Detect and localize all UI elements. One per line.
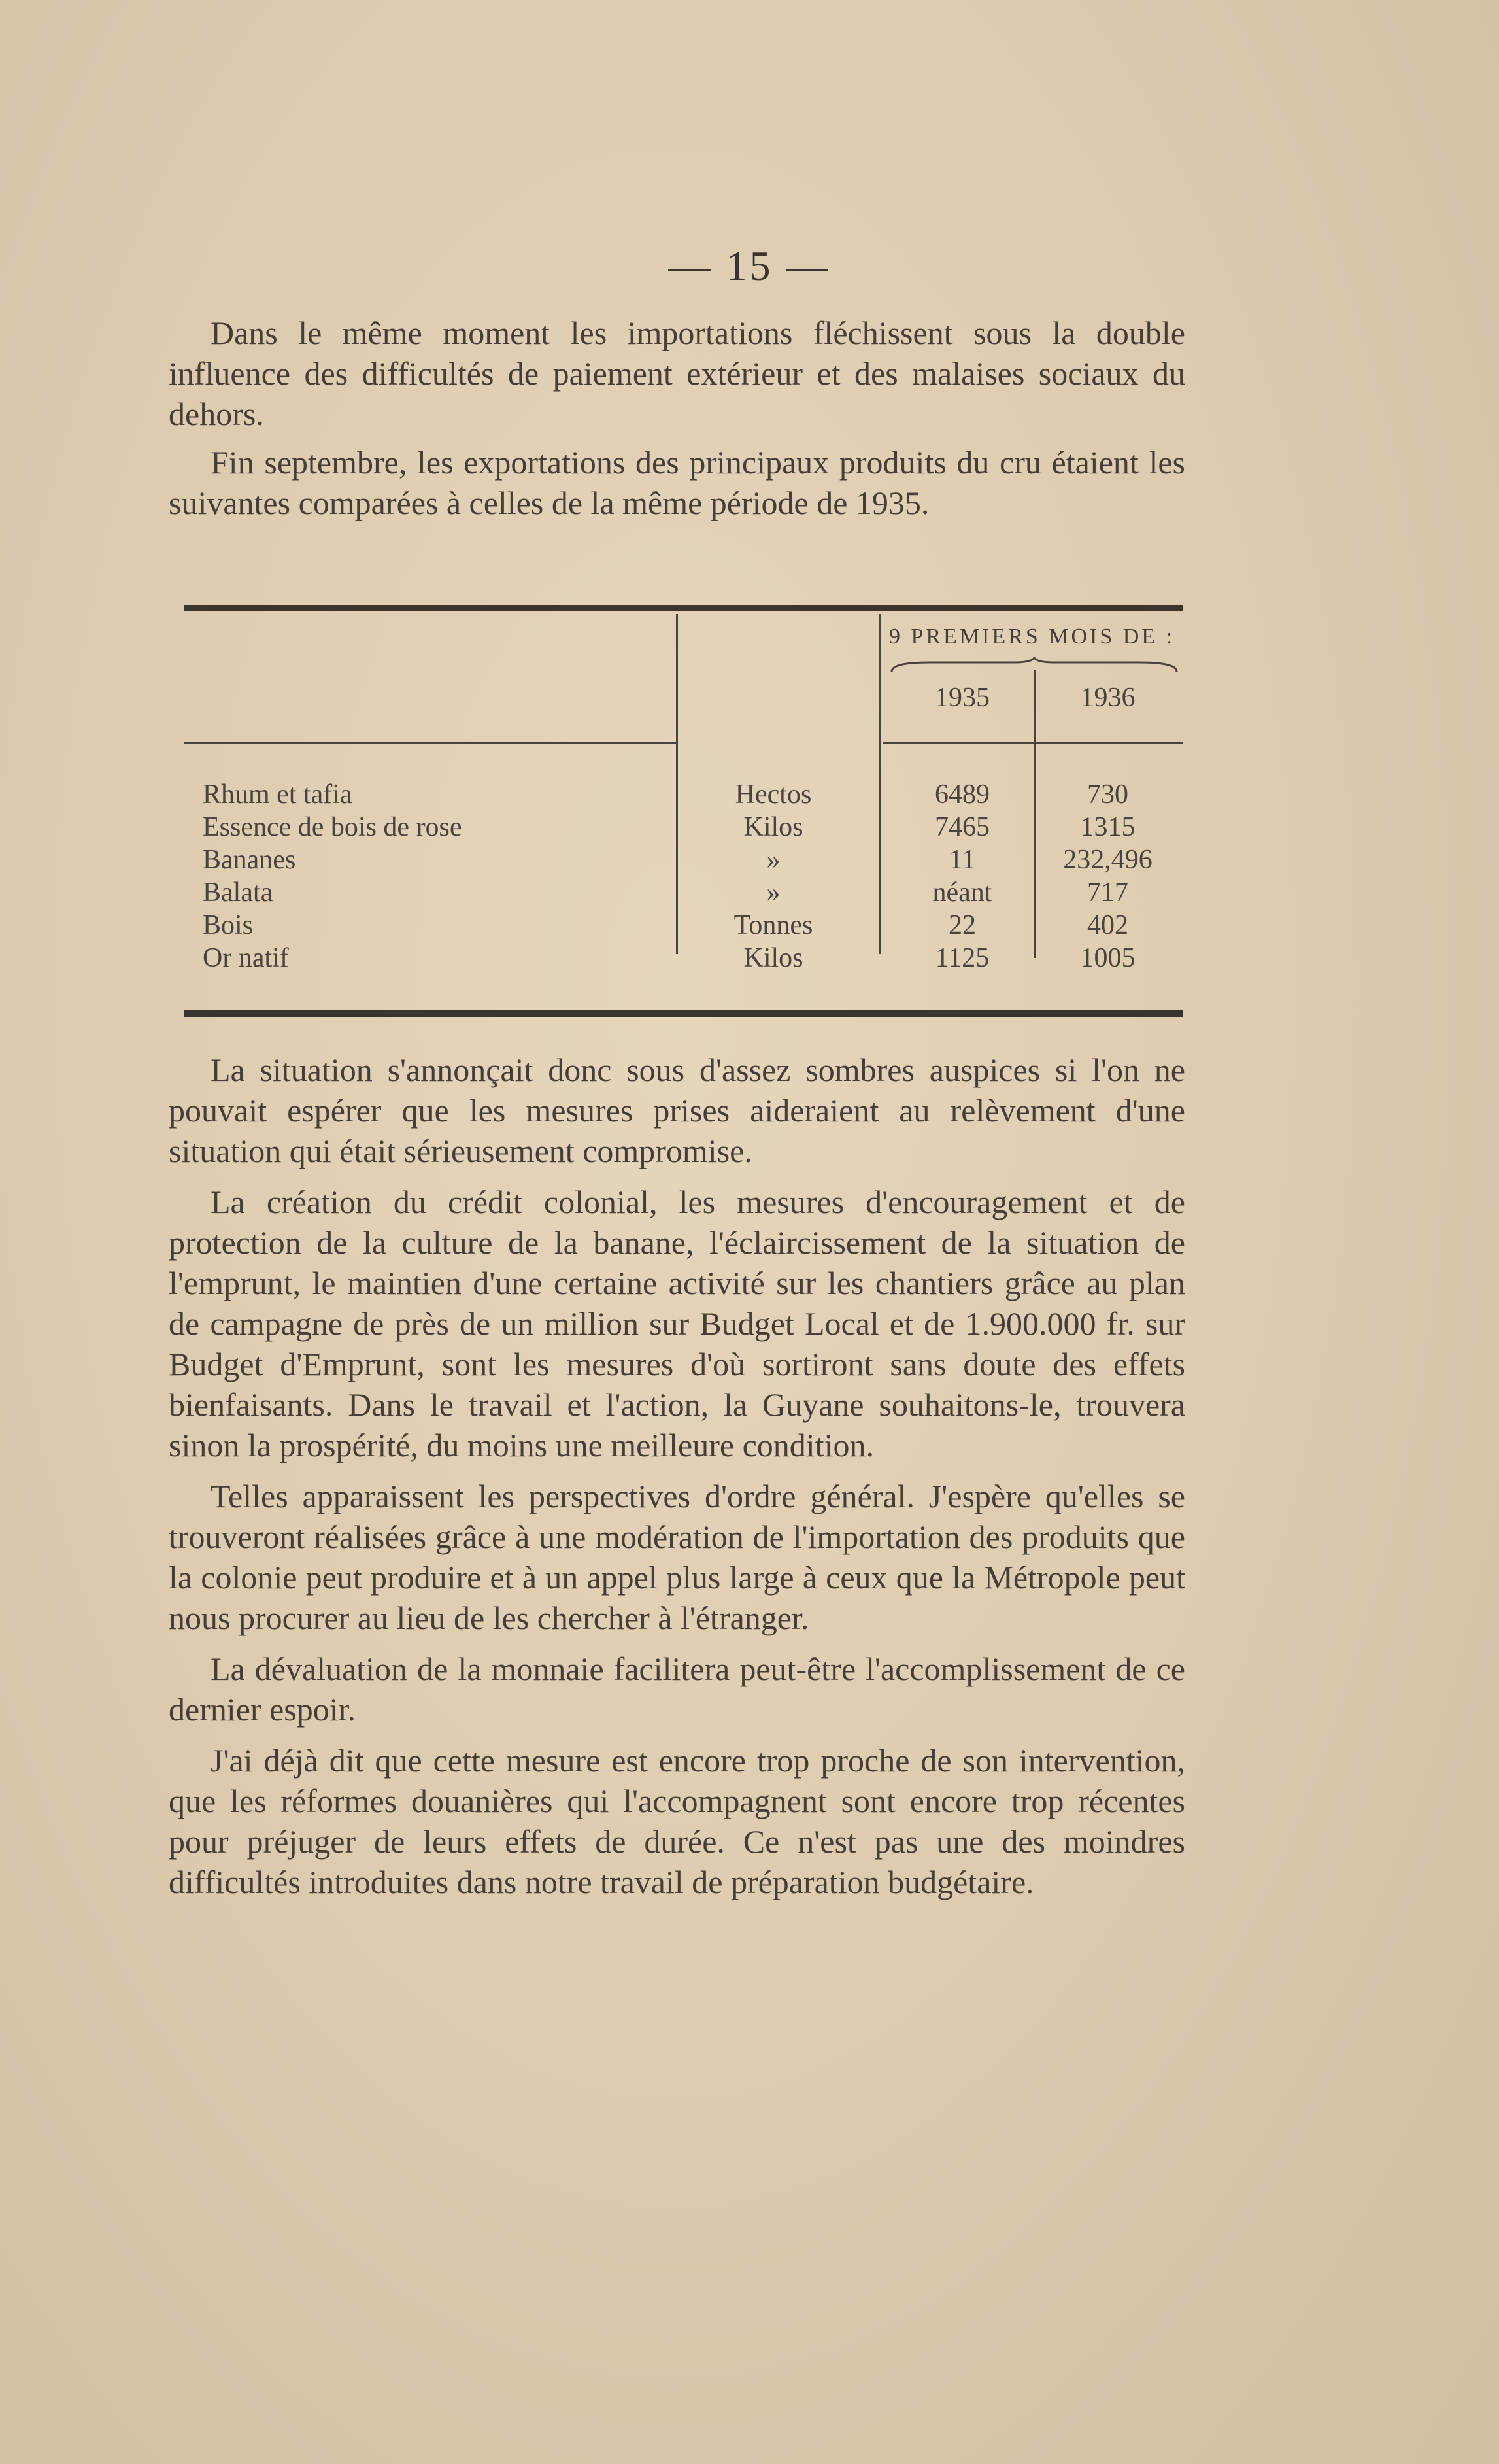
product-cell: Or natif (203, 943, 289, 973)
paragraph: J'ai déjà dit que cette mesure est encore trop proche de son intervention, que les réformes douanières qui l'accompagnent sont encore trop récentes pour préjuger de leurs effets de durée. Ce n'est pas une des moindres difficultés introduites dans notre travail de préparation budgétaire. (169, 1742, 1185, 1900)
table-row (184, 844, 1183, 876)
body-text (169, 1050, 1185, 1902)
paragraph: Fin septembre, les exportations des principaux produits du cru étaient les suivantes comparées à celles de la même période de 1935. (169, 444, 1185, 521)
value-1936-cell: 1315 (1080, 812, 1136, 842)
brace-icon (890, 657, 1178, 674)
value-1936-cell: 232,496 (1063, 845, 1153, 875)
product-cell: Essence de bois de rose (203, 812, 462, 842)
value-1935-cell: 6489 (935, 779, 990, 810)
group-header: 9 PREMIERS MOIS DE : (888, 625, 1175, 649)
value-1935-cell: 11 (949, 845, 976, 875)
product-cell: Balata (203, 878, 273, 908)
paragraph: La création du crédit colonial, les mesures d'encouragement et de protection de la culture de la banane, l'éclaircissement de la situation de l'emprunt, le maintien d'une certaine activité sur les chantiers grâce au plan de campagne de près de un million sur Budget Local et de 1.900.000 fr. sur Budget d'Emprunt, sont les mesures d'où sortiront sans doute des effets bienfaisants. Dans le travail et l'action, la Guyane souhaitons-le, trouvera sinon la prospérité, du moins une meilleure condition. (169, 1184, 1185, 1463)
unit-cell: Kilos (743, 943, 803, 973)
value-1936-cell: 1005 (1080, 943, 1136, 973)
paragraph: La dévaluation de la monnaie facilitera peut-être l'accomplissement de ce dernier espoir. (169, 1651, 1185, 1728)
page-number: — 15 — (668, 243, 831, 289)
value-1935-cell: 22 (949, 910, 976, 940)
value-1935-cell: néant (932, 878, 992, 908)
value-1936-cell: 717 (1087, 878, 1128, 908)
table-header-rule (184, 742, 676, 744)
year-header-1935: 1935 (935, 683, 990, 713)
product-cell: Rhum et tafia (203, 779, 352, 810)
unit-cell: Tonnes (733, 910, 813, 940)
paragraph: Dans le même moment les importations fléchissent sous la double influence des difficultés de paiement extérieur et des malaises sociaux du dehors. (169, 315, 1185, 432)
value-1935-cell: 7465 (935, 812, 990, 842)
product-cell: Bois (203, 910, 254, 940)
product-cell: Bananes (203, 845, 296, 875)
table-bottom-rule (184, 1010, 1183, 1017)
table-header-rule (883, 742, 1183, 744)
unit-cell: » (766, 878, 781, 908)
intro-text (169, 313, 1185, 523)
table-row (184, 811, 1183, 844)
table-top-rule (184, 605, 1183, 611)
table-row (184, 909, 1183, 942)
unit-cell: Kilos (743, 812, 803, 842)
value-1936-cell: 730 (1087, 779, 1128, 810)
year-header-1936: 1936 (1080, 683, 1136, 713)
value-1936-cell: 402 (1087, 910, 1128, 940)
table-row (184, 942, 1183, 974)
unit-cell: » (766, 845, 781, 875)
table-row (184, 778, 1183, 811)
unit-cell: Hectos (735, 779, 812, 810)
exports-table (184, 605, 1183, 1010)
value-1935-cell: 1125 (935, 943, 990, 973)
table-row (184, 876, 1183, 909)
paragraph: La situation s'annonçait donc sous d'assez sombres auspices si l'on ne pouvait espérer que les mesures prises aideraient au relèvement d'une situation qui était sérieusement compromise. (169, 1052, 1185, 1169)
paragraph: Telles apparaissent les perspectives d'ordre général. J'espère qu'elles se trouveront réalisées grâce à une modération de l'importation des produits que la colonie peut produire et à un appel plus large à ceux que la Métropole peut nous procurer au lieu de les chercher à l'étranger. (169, 1478, 1185, 1636)
